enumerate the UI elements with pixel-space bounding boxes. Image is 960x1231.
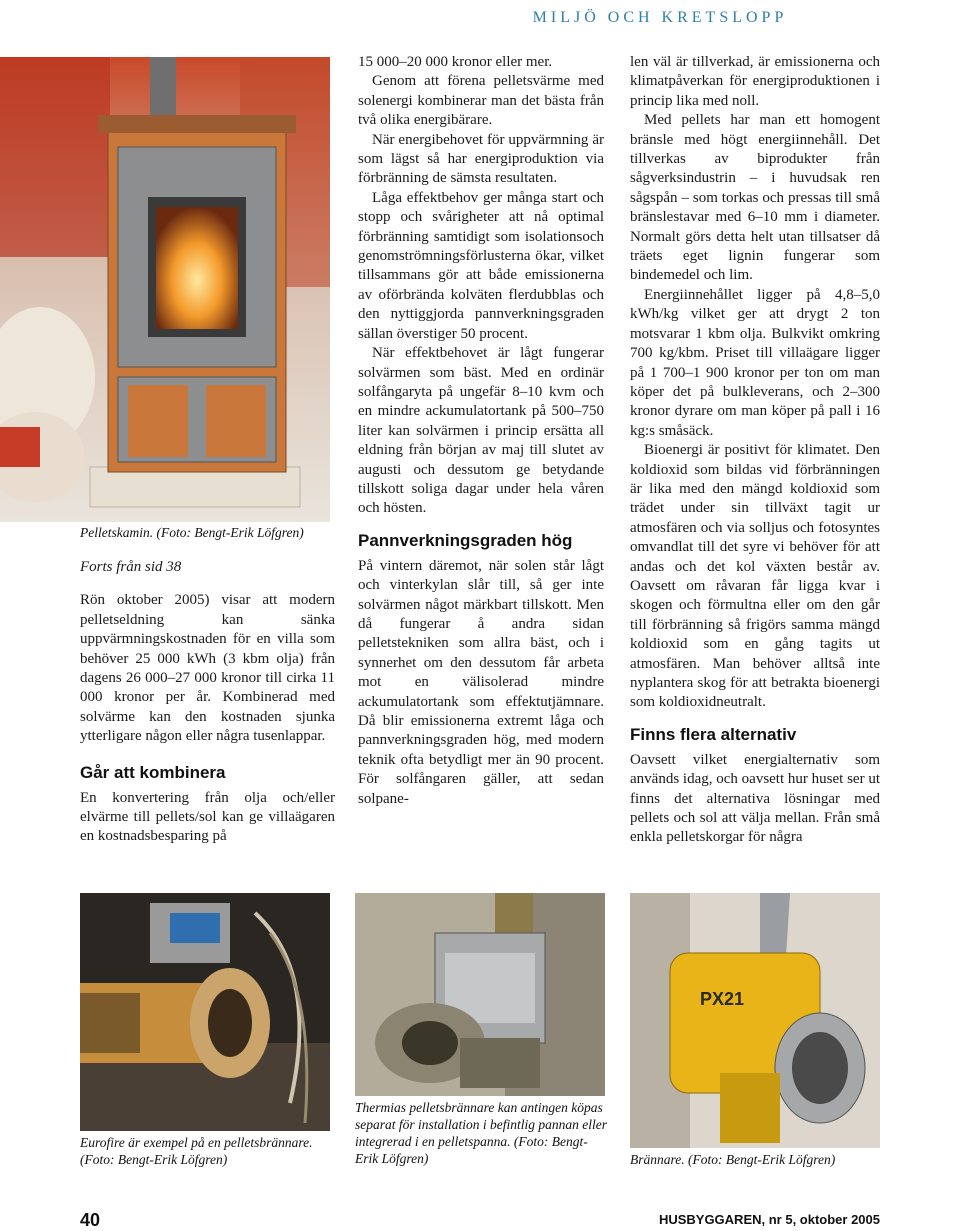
thermias-caption: Thermias pelletsbrännare kan antingen köpas separat för installation i befintlig pannan eller integrerad i en pelletspanna. (Foto: Bengt-Erik Löfgren) (355, 1100, 607, 1166)
column-1 (80, 558, 335, 847)
column-2 (358, 53, 604, 809)
thermias-photo (355, 893, 605, 1096)
col3-paragraph-2: Med pellets har man ett homogent bränsle med högt energiinnehåll. Det tillverkas av biprodukter från sågverksindustrin – i huvudsak ren sågspån – som torkas och pressas till små bränslestavar med 6–10 mm i diameter. Normalt görs detta helt utan tillsatser då träets eget lignin fungerar som bindemedel och lim. (630, 112, 880, 284)
col2-paragraph-2: Genom att förena pelletsvärme med solenergi kombinerar man det bästa från två olika energibärare. (358, 73, 604, 129)
eurofire-photo (80, 893, 330, 1131)
burner-caption: Brännare. (Foto: Bengt-Erik Löfgren) (630, 1152, 836, 1167)
stove-caption: Pelletskamin. (Foto: Bengt-Erik Löfgren) (80, 525, 304, 540)
burner-label: PX21 (700, 989, 745, 1009)
col3-paragraph-3: Energiinnehållet ligger på 4,8–5,0 kWh/kg vilket ger att drygt 2 ton motsvarar 1 kbm olja. Bulkvikt omkring 700 kg/kbm. Priset till villaägare ligger på 1 700–1 900 kronor per ton om man köper det på bulkleverans, och 2–300 kronor dyrare om man köper på pall i 16 kg:s småsäck. (630, 286, 880, 439)
heading-go-combine: Går att kombinera (80, 762, 226, 782)
page-number: 40 (80, 1210, 101, 1230)
stove-photo (0, 57, 330, 522)
heading-boiler-efficiency: Pannverkningsgraden hög (358, 530, 573, 550)
col1-paragraph-2: En konvertering från olja och/eller elvärme till pellets/sol kan ge villaägaren en kostnadsbesparing på (80, 789, 335, 845)
col3-paragraph-5: Oavsett vilket energialternativ som används idag, och oavsett hur huset ser ut finns det alternativa lösningar med pellets och sol att välja mellan. Från små enkla pelletskorgar för några (630, 751, 880, 846)
burner-photo (630, 893, 880, 1148)
col2-paragraph-1: 15 000–20 000 kronor eller mer. (358, 54, 553, 70)
col2-paragraph-3: När energibehovet för uppvärmning är som lägst så har energiproduktion via förbränning de sämsta resultaten. (358, 131, 604, 187)
eurofire-caption: Eurofire är exempel på en pelletsbrännare. (Foto: Bengt-Erik Löfgren) (80, 1135, 313, 1167)
continued-from: Forts från sid 38 (80, 559, 182, 575)
col1-paragraph-1: Rön oktober 2005) visar att modern pelletseldning kan sänka uppvärmningskostnaden för en villa som behöver 25 000 kWh (3 kbm olja) från dagens 26 000–27 000 kronor till cirka 11 000 kronor per år. Kombinerad med solvärme kan den kostnaden sjunka ytterligare någon eller några tusenlappar. (80, 592, 335, 745)
col3-paragraph-1: len väl är tillverkad, är emissionerna och klimatpåverkan för energiproduktionen i princip lika med noll. (630, 54, 880, 109)
publication-info: HUSBYGGAREN, nr 5, oktober 2005 (658, 1212, 880, 1227)
col2-paragraph-5: När effektbehovet är lågt fungerar solvärmen som bäst. Med en ordinär solfångaryta på ungefär 8–10 kvm och en mindre ackumulatortank på 500–750 liter kan solvärmen i princip ersätta all eldning från början av maj till slutet av augusti och dessutom ge betydande tillskott soliga dagar under hela våren och hösten. (358, 345, 604, 517)
column-3 (630, 53, 880, 848)
col3-paragraph-4: Bioenergi är positivt för klimatet. Den koldioxid som bildas vid förbränningen är lika med den mängd koldioxid som trädet under sin tillväxt tagit ur atmosfären och via solljus och fotosyntes omvandlat till det syre vi behöver för att andas och det kol växten består av. Oavsett om råvaran får ligga kvar i skogen och förmultna eller om den går till förbränning så frigörs samma mängd koldioxid som en gång tagits ut atmosfären. Man behöver alltså inte nyplantera skog för att betrakta bioenergi som koldioxidneutralt. (630, 442, 880, 711)
heading-several-alternatives: Finns flera alternativ (630, 724, 797, 744)
col2-paragraph-4: Låga effektbehov ger många start och stopp och svårigheter att nå optimal förbränning samtidigt som isolationsoch genomströmningsförlusterna ökar, vilket tillsammans gör att både emissionerna av oförbrända kolväten flerdubblas och den nyttiggjorda pannverkningsgraden sällan överstiger 50 procent. (358, 189, 604, 342)
col2-paragraph-6: På vintern däremot, när solen står lågt och vinterkylan slår till, så ger inte solvärmen något märkbart tillskott. Men då fungerar å andra sidan pelletstekniken som allra bäst, och i synnerhet om den dessutom får arbeta mot en välisolerad mindre ackumulatortank som effektutjämnare. Då blir emissionerna extremt låga och pannverkningsgraden hög, med modern teknik ofta betydligt mer än 90 procent. För solfångaren gäller, att sedan solpane- (358, 557, 604, 807)
section-header: MILJÖ OCH KRETSLOPP (532, 9, 788, 26)
